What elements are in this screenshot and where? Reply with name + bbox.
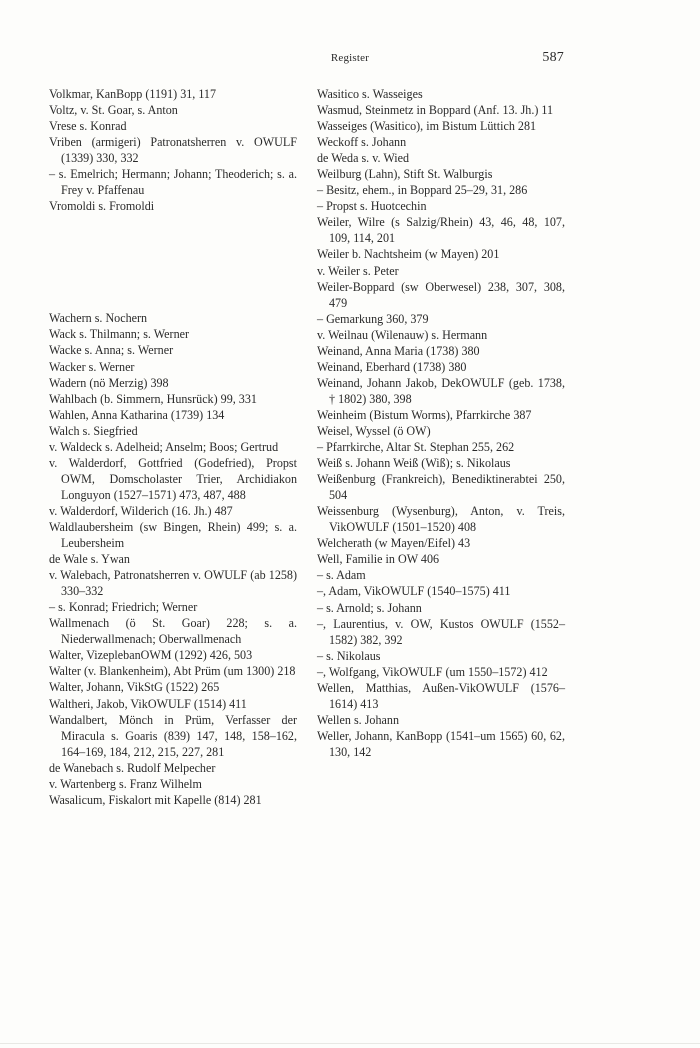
index-entry: v. Walderdorf, Gottfried (Godefried), Propst OWM, Domscholaster Trier, Archidiakon Longuyon (1527–1571) 473, 487, 488 — [49, 455, 297, 502]
index-entry: –, Wolfgang, VikOWULF (um 1550–1572) 412 — [317, 664, 548, 679]
index-entry: Wallmenach (ö St. Goar) 228; s. a. Niederwallmenach; Oberwallmenach — [49, 616, 297, 647]
index-entry: Weinand, Johann Jakob, DekOWULF (geb. 1738, † 1802) 380, 398 — [317, 375, 565, 406]
index-entry: Wellen, Matthias, Außen-VikOWULF (1576–1614) 413 — [317, 680, 565, 711]
index-entry: Wasitico s. Wasseiges — [317, 87, 423, 101]
index-entry: – Gemarkung 360, 379 — [317, 311, 429, 326]
index-entry: Volkmar, KanBopp (1191) 31, 117 — [49, 87, 217, 101]
index-entry: Voltz, v. St. Goar, s. Anton — [49, 103, 178, 118]
index-entry: Wadern (nö Merzig) 398 — [49, 375, 169, 390]
index-entry: Wasmud, Steinmetz in Boppard (Anf. 13. Jh.) 11 — [317, 103, 554, 118]
index-entry: v. Wartenberg s. Franz Wilhelm — [49, 776, 202, 791]
index-entry: –, Adam, VikOWULF (1540–1575) 411 — [317, 584, 511, 599]
index-entry: – s. Arnold; s. Johann — [317, 600, 422, 615]
index-entry: v. Walebach, Patronatsherren v. OWULF (ab 1258) 330–332 — [49, 568, 297, 599]
index-entry: v. Waldeck s. Adelheid; Anselm; Boos; Gertrud — [49, 439, 279, 454]
index-entry: Weissenburg (Wysenburg), Anton, v. Treis, VikOWULF (1501–1520) 408 — [317, 504, 565, 535]
index-entry: v. Weiler s. Peter — [317, 263, 399, 278]
bottom-edge-line — [0, 1043, 700, 1044]
index-entry: Walter, Johann, VikStG (1522) 265 — [49, 680, 220, 695]
index-entry: v. Walderdorf, Wilderich (16. Jh.) 487 — [49, 503, 233, 518]
index-entry: – Besitz, ehem., in Boppard 25–29, 31, 286 — [317, 183, 528, 198]
index-entry: –, Laurentius, v. OW, Kustos OWULF (1552–1582) 382, 392 — [317, 616, 565, 647]
index-entry: Weiß s. Johann Weiß (Wiß); s. Nikolaus — [317, 456, 511, 471]
index-entry: – s. Adam — [317, 568, 366, 583]
index-entry: Wack s. Thilmann; s. Werner — [49, 327, 190, 342]
left-column — [49, 86, 297, 808]
index-entry: – s. Emelrich; Hermann; Johann; Theoderich; s. a. Frey v. Pfaffenau — [49, 167, 297, 198]
index-entry: Weller, Johann, KanBopp (1541–um 1565) 60, 62, 130, 142 — [317, 728, 565, 759]
index-entry: Weinheim (Bistum Worms), Pfarrkirche 387 — [317, 407, 532, 422]
index-entry: Weiler, Wilre (s Salzig/Rhein) 43, 46, 48, 107, 109, 114, 201 — [317, 215, 565, 246]
index-entry: Walter, VizeplebanOWM (1292) 426, 503 — [49, 648, 253, 663]
index-entry: Weißenburg (Frankreich), Benediktinerabtei 250, 504 — [317, 472, 565, 503]
index-entry: Weiler-Boppard (sw Oberwesel) 238, 307, 308, 479 — [317, 279, 565, 310]
index-entry: de Wanebach s. Rudolf Melpecher — [49, 760, 216, 775]
index-entry: Walter (v. Blankenheim), Abt Prüm (um 1300) 218 — [49, 664, 296, 679]
index-entry: Vromoldi s. Fromoldi — [49, 199, 155, 214]
index-entry: Wasalicum, Fiskalort mit Kapelle (814) 281 — [49, 792, 262, 807]
index-entry: Wasseiges (Wasitico), im Bistum Lüttich 281 — [317, 119, 537, 134]
index-entry: Weiler b. Nachtsheim (w Mayen) 201 — [317, 247, 500, 262]
right-column — [317, 86, 565, 760]
index-entry: Welcherath (w Mayen/Eifel) 43 — [317, 536, 471, 551]
letter-section-gap — [49, 214, 297, 310]
index-entry: – s. Konrad; Friedrich; Werner — [49, 600, 198, 615]
index-entry: Wahlbach (b. Simmern, Hunsrück) 99, 331 — [49, 391, 257, 406]
running-title: Register — [330, 52, 370, 64]
index-entry: v. Weilnau (Wilenauw) s. Hermann — [317, 327, 488, 342]
index-entry: Waldlaubersheim (sw Bingen, Rhein) 499; s. a. Leubersheim — [49, 519, 297, 551]
index-entry: de Wale s. Ywan — [49, 552, 130, 567]
index-entry: Wacker s. Werner — [49, 359, 135, 374]
page-number: 587 — [542, 50, 564, 65]
index-entry: Vriben (armigeri) Patronatsherren v. OWULF (1339) 330, 332 — [49, 135, 297, 166]
index-entry: – s. Nikolaus — [317, 648, 381, 663]
index-entry: – Propst s. Huotcechin — [317, 199, 427, 214]
index-entry: Wandalbert, Mönch in Prüm, Verfasser der Miracula s. Goaris (839) 147, 148, 158–162, 164–169, 184, 212, 215, 227, 281 — [49, 712, 297, 759]
index-entry: Weckoff s. Johann — [317, 135, 407, 150]
index-entry: Wachern s. Nochern — [49, 311, 148, 326]
left-column-bottom-block — [49, 310, 297, 807]
index-entry: Vrese s. Konrad — [49, 119, 127, 134]
left-column-top-block — [49, 86, 297, 214]
index-entry: Wacke s. Anna; s. Werner — [49, 343, 174, 358]
index-entry: Waltheri, Jakob, VikOWULF (1514) 411 — [49, 696, 247, 711]
index-entry: de Weda s. v. Wied — [317, 151, 410, 166]
index-entry: Weinand, Eberhard (1738) 380 — [317, 359, 467, 374]
index-entry: Weilburg (Lahn), Stift St. Walburgis — [317, 167, 493, 182]
index-entry: – Pfarrkirche, Altar St. Stephan 255, 262 — [317, 440, 515, 455]
index-entry: Wahlen, Anna Katharina (1739) 134 — [49, 407, 225, 422]
index-entry: Walch s. Siegfried — [49, 423, 138, 438]
index-entry: Well, Familie in OW 406 — [317, 552, 440, 567]
index-entry: Weinand, Anna Maria (1738) 380 — [317, 343, 480, 358]
index-entry: Wellen s. Johann — [317, 712, 399, 727]
index-entry: Weisel, Wyssel (ö OW) — [317, 423, 431, 438]
